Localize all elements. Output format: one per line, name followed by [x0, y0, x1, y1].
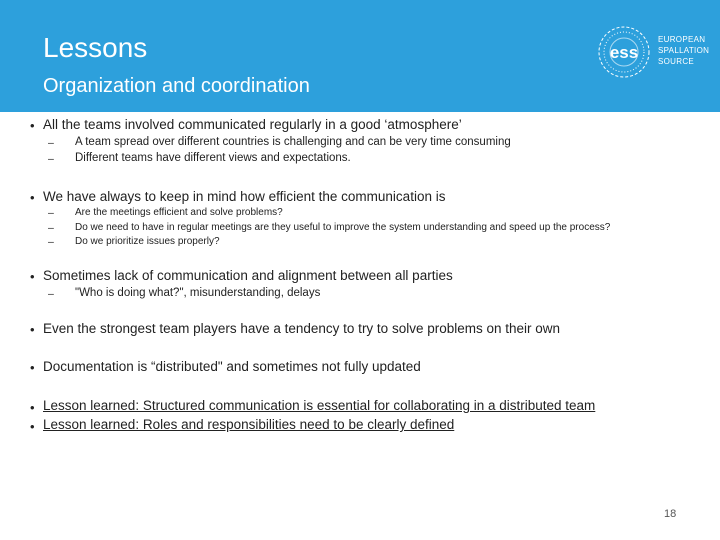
bullet-marker: • [30, 190, 35, 205]
sub-bullet-marker: – [48, 236, 54, 248]
bullet-3-sub-1: "Who is doing what?", misunderstanding, delays [75, 287, 321, 299]
logo-line-3: SOURCE [658, 57, 695, 66]
bullet-marker: • [30, 400, 35, 415]
page-number: 18 [664, 508, 677, 520]
logo-line-1: EUROPEAN [658, 35, 706, 44]
bullet-marker: • [30, 419, 35, 434]
sub-bullet-marker: – [48, 288, 54, 300]
bullet-marker: • [30, 360, 35, 375]
bullet-1-sub-1: A team spread over different countries is challenging and can be very time consuming [75, 136, 511, 148]
bullet-4-text: Even the strongest team players have a tendency to try to solve problems on their own [43, 321, 561, 336]
bullet-2-sub-2: Do we need to have in regular meetings are they useful to improve the system understanding and speed up the process? [75, 222, 611, 233]
bullet-2-sub-1: Are the meetings efficient and solve problems? [75, 207, 283, 218]
ess-logo [596, 22, 712, 82]
sub-bullet-marker: – [48, 222, 54, 234]
bullet-5-text: Documentation is “distributed" and sometimes not fully updated [43, 359, 421, 374]
logo-line-2: SPALLATION [658, 46, 710, 55]
ess-logo-mark: ess [609, 43, 639, 62]
slide-subtitle: Organization and coordination [43, 75, 310, 97]
sub-bullet-marker: – [48, 137, 54, 149]
ess-logo-text [658, 34, 709, 67]
lesson-learned-1: Lesson learned: Structured communication is essential for collaborating in a distributed team [43, 398, 596, 413]
sub-bullet-marker: – [48, 207, 54, 219]
bullet-2-sub-3: Do we prioritize issues properly? [75, 236, 220, 247]
sub-bullet-marker: – [48, 153, 54, 165]
bullet-2-text: We have always to keep in mind how efficient the communication is [43, 189, 446, 204]
slide-header [0, 0, 720, 112]
slide-title: Lessons [43, 32, 148, 63]
bullet-marker: • [30, 118, 35, 133]
bullet-1-text: All the teams involved communicated regularly in a good ‘atmosphere’ [43, 117, 462, 132]
bullet-1-sub-2: Different teams have different views and expectations. [75, 152, 351, 164]
ess-logo-icon [596, 22, 656, 82]
bullet-3-text: Sometimes lack of communication and alignment between all parties [43, 268, 453, 283]
bullet-marker: • [30, 322, 35, 337]
bullet-marker: • [30, 269, 35, 284]
lesson-learned-2: Lesson learned: Roles and responsibilities need to be clearly defined [43, 417, 455, 432]
